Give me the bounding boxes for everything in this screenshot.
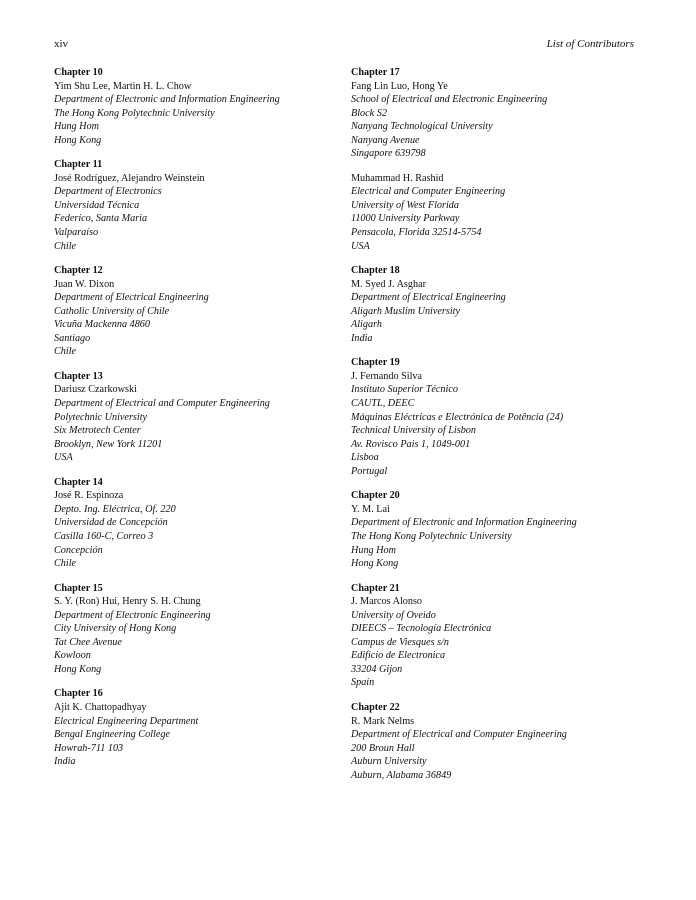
contributor-names: M. Syed J. Asghar <box>351 278 426 290</box>
chapter-heading: Chapter 13 <box>54 370 103 382</box>
address-line: Howrah-711 103 <box>54 742 124 754</box>
address-line: Vicuña Mackenna 4860 <box>54 319 150 331</box>
left-column <box>54 66 354 780</box>
address-line: Six Metrotech Center <box>54 425 141 437</box>
address-line: Av. Rovisco Pais 1, 1049-001 <box>351 438 471 450</box>
address-line: Nanyang Technological University <box>351 121 493 133</box>
address-line: USA <box>351 240 370 252</box>
chapter-heading: Chapter 19 <box>351 357 400 369</box>
address-line: University of Oveido <box>351 609 436 621</box>
address-line: University of West Florida <box>351 199 459 211</box>
address-line: Brooklyn, New York 11201 <box>54 438 163 450</box>
address-line: Portugal <box>351 465 388 477</box>
address-line: Electrical and Computer Engineering <box>351 186 506 198</box>
contributor-names: R. Mark Nelms <box>351 715 415 727</box>
address-line: Edificio de Electronica <box>351 650 446 662</box>
address-line: Hong Kong <box>351 558 399 570</box>
address-line: The Hong Kong Polytechnic University <box>54 107 215 119</box>
contributor-names: Ajit K. Chattopadhyay <box>54 701 147 713</box>
address-line: 200 Broun Hall <box>351 742 415 754</box>
contributor-entry <box>351 489 661 570</box>
address-line: School of Electrical and Electronic Engineering <box>351 94 548 106</box>
address-line: Lisboa <box>351 452 379 464</box>
spacer <box>351 161 661 172</box>
address-line: The Hong Kong Polytechnic University <box>351 530 512 542</box>
contributor-names: Y. M. Lai <box>351 503 390 515</box>
address-line: Department of Electrical Engineering <box>54 292 209 304</box>
chapter-heading: Chapter 21 <box>351 582 400 594</box>
address-line: Block S2 <box>351 107 387 119</box>
address-line: Máquinas Eléctricas e Electrónica de Potência (24) <box>351 411 564 423</box>
contributor-names: José Rodríguez, Alejandro Weinstein <box>54 172 205 184</box>
chapter-heading: Chapter 18 <box>351 265 400 277</box>
contributor-entry <box>54 476 354 571</box>
contributor-entry <box>351 701 661 782</box>
address-line: Chile <box>54 558 77 570</box>
chapter-heading: Chapter 20 <box>351 490 400 502</box>
address-line: Hong Kong <box>54 663 102 675</box>
address-line: Department of Electronics <box>54 186 162 198</box>
address-line: Hung Hom <box>351 544 396 556</box>
contributor-entry <box>351 264 661 345</box>
address-line: Hong Kong <box>54 134 102 146</box>
address-line: Department of Electronic and Information Engineering <box>54 94 280 106</box>
address-line: Catholic University of Chile <box>54 305 170 317</box>
address-line: Instituto Superior Técnico <box>351 384 458 396</box>
address-line: Depto. Ing. Eléctrica, Of. 220 <box>54 503 176 515</box>
address-line: DIEECS – Tecnología Electrónica <box>351 623 492 635</box>
address-line: Aligarh <box>351 319 382 331</box>
contributor-entry <box>54 687 354 768</box>
contributor-names: José R. Espinoza <box>54 490 124 502</box>
address-line: Aligarh Muslim University <box>351 305 461 317</box>
address-line: Hung Hom <box>54 121 99 133</box>
address-line: Chile <box>54 240 77 252</box>
address-line: Polytechnic University <box>54 411 148 423</box>
address-line: Chile <box>54 346 77 358</box>
chapter-heading: Chapter 17 <box>351 67 400 78</box>
address-line: Casilla 160-C, Correo 3 <box>54 530 154 542</box>
running-title: List of Contributors <box>546 38 634 50</box>
chapter-heading: Chapter 22 <box>351 701 400 713</box>
chapter-heading: Chapter 15 <box>54 582 103 594</box>
address-line: Department of Electrical and Computer Engineering <box>54 398 270 410</box>
contributor-entry <box>54 370 354 465</box>
chapter-heading: Chapter 12 <box>54 265 103 277</box>
address-line: Pensacola, Florida 32514-5754 <box>351 227 482 239</box>
address-line: Auburn University <box>351 756 427 768</box>
contributor-names: Yim Shu Lee, Martin H. L. Chow <box>54 80 192 92</box>
address-line: Universidad Técnica <box>54 199 140 211</box>
address-line: USA <box>54 452 73 464</box>
contributor-names: Muhammad H. Rashid <box>351 172 444 184</box>
contributor-entry <box>54 66 354 147</box>
address-line: Campus de Viesques s/n <box>351 636 449 648</box>
address-line: Department of Electrical and Computer Engineering <box>351 729 567 741</box>
address-line: Department of Electronic and Information Engineering <box>351 517 577 529</box>
address-line: India <box>54 756 76 768</box>
address-line: Electrical Engineering Department <box>54 715 199 727</box>
address-line: Nanyang Avenue <box>351 134 420 146</box>
contributor-names: S. Y. (Ron) Hui, Henry S. H. Chung <box>54 596 201 608</box>
address-line: Auburn, Alabama 36849 <box>351 769 452 781</box>
address-line: 11000 University Parkway <box>351 213 460 225</box>
address-line: Santiago <box>54 332 91 344</box>
address-line: Technical University of Lisbon <box>351 425 476 437</box>
contributor-names: Fang Lin Luo, Hong Ye <box>351 80 448 92</box>
address-line: Department of Electronic Engineering <box>54 609 211 621</box>
contributor-entry <box>351 356 661 478</box>
right-column <box>351 66 661 793</box>
address-line: India <box>351 332 373 344</box>
address-line: 33204 Gijon <box>351 663 403 675</box>
address-line: Tat Chee Avenue <box>54 636 122 648</box>
page-number: xiv <box>54 38 69 50</box>
address-line: Valparaíso <box>54 227 99 239</box>
address-line: Singapore 639798 <box>351 148 426 160</box>
contributor-entry <box>351 66 661 253</box>
contributor-entry <box>54 582 354 677</box>
address-line: Universidad de Concepción <box>54 517 168 529</box>
contributor-entry <box>54 158 354 253</box>
contributor-entry <box>351 582 661 690</box>
chapter-heading: Chapter 16 <box>54 688 103 700</box>
address-line: Bengal Engineering College <box>54 729 170 741</box>
contributor-names: J. Fernando Silva <box>351 370 423 382</box>
address-line: Spain <box>351 677 375 689</box>
address-line: Federico, Santa Maria <box>54 213 148 225</box>
contributor-names: Juan W. Dixon <box>54 278 115 290</box>
contributor-names: J. Marcos Alonso <box>351 596 423 608</box>
contributor-names: Dariusz Czarkowski <box>54 384 137 396</box>
address-line: Department of Electrical Engineering <box>351 292 506 304</box>
address-line: Kowloon <box>54 650 91 662</box>
chapter-heading: Chapter 11 <box>54 159 103 171</box>
chapter-heading: Chapter 14 <box>54 476 103 488</box>
address-line: City University of Hong Kong <box>54 623 177 635</box>
chapter-heading: Chapter 10 <box>54 67 103 78</box>
address-line: CAUTL, DEEC <box>351 398 415 410</box>
contributor-entry <box>54 264 354 359</box>
address-line: Concepción <box>54 544 103 556</box>
